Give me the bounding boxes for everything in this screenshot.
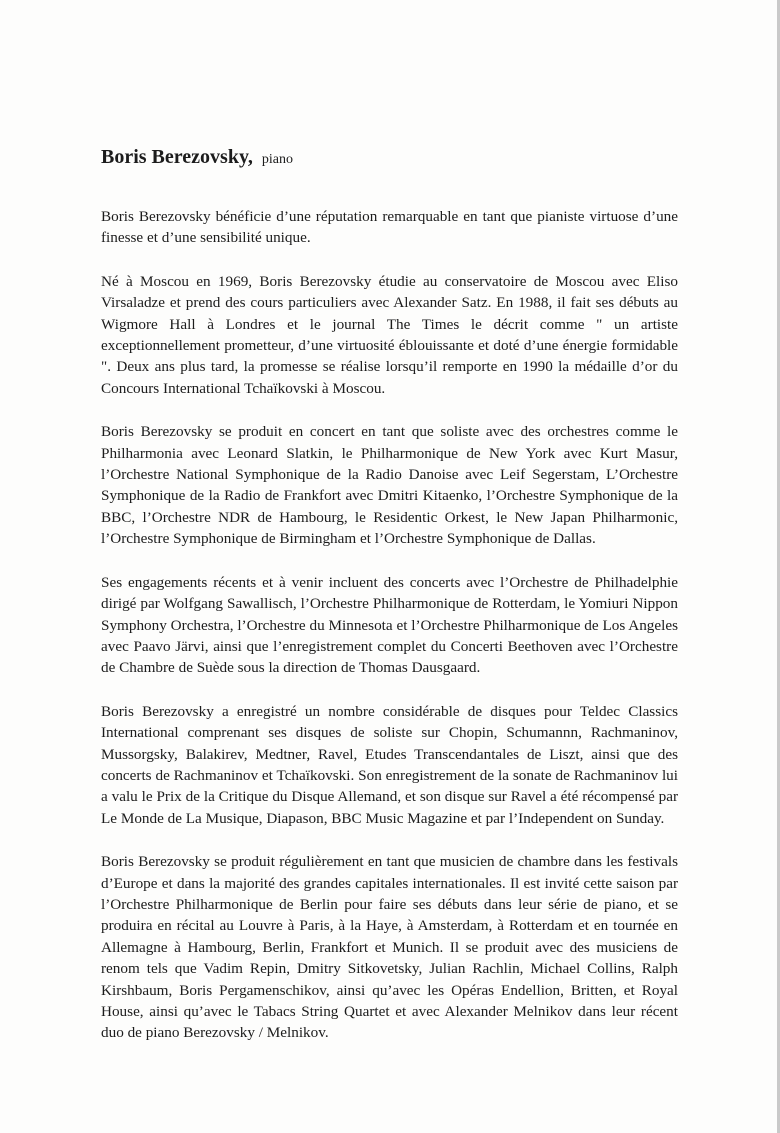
paragraph-early-career: Né à Moscou en 1969, Boris Berezovsky étudie au conservatoire de Moscou avec Eliso Virsaladze et prend des cours particuliers avec Alexander Satz. En 1988, il fait ses débuts au Wigmore Hall à Londres et le journal The Times le décrit comme " un artiste exceptionnellement prometteur, d’une virtuosité éblouissante et doté d’une énergie formidable ". Deux ans plus tard, la promesse se réalise lorsqu’il remporte en 1990 la médaille d’or du Concours International Tchaïkovski à Moscou. — [101, 272, 678, 397]
artist-instrument: piano — [261, 152, 293, 167]
page-heading — [101, 144, 293, 173]
paragraph-recordings: Boris Berezovsky a enregistré un nombre considérable de disques pour Teldec Classics International comprenant ses disques de soliste sur Chopin, Schumannn, Rachmaninov, Mussorgsky, Balakirev, Medtner, Ravel, Etudes Transcendantales de Liszt, ainsi que des concerts de Rachmaninov et Tchaïkovski. Son enregistrement de la sonate de Rachmaninov lui a valu le Prix de la Critique du Disque Allemand, et son disque sur Ravel a été récompensé par Le Monde de La Musique, Diapason, BBC Music Magazine et par l’Independent on Sunday. — [101, 702, 678, 827]
paragraph-engagements: Ses engagements récents et à venir incluent des concerts avec l’Orchestre de Philhadelphie dirigé par Wolfgang Sawallisch, l’Orchestre Philharmonique de Rotterdam, le Yomiuri Nippon Symphony Orchestra, l’Orchestre du Minnesota et l’Orchestre Philharmonique de Los Angeles avec Paavo Järvi, ainsi que l’enregistrement complet du Concerti Beethoven avec l’Orchestre de Chambre de Suède sous la direction de Thomas Dausgaard. — [101, 573, 678, 677]
paragraph-orchestras: Boris Berezovsky se produit en concert en tant que soliste avec des orchestres comme le Philharmonia avec Leonard Slatkin, le Philharmonique de New York avec Kurt Masur, l’Orchestre National Symphonique de la Radio Danoise avec Leif Segerstam, L’Orchestre Symphonique de la Radio de Frankfort avec Dmitri Kitaenko, l’Orchestre Symphonique de la BBC, l’Orchestre NDR de Hambourg, le Residentic Orkest, le New Japan Philharmonic, l’Orchestre Symphonique de Birmingham et l’Orchestre Symphonique de Dallas. — [101, 423, 678, 548]
biography-text — [101, 206, 678, 1066]
paragraph-chamber-music: Boris Berezovsky se produit régulièrement en tant que musicien de chambre dans les festivals d’Europe et dans la majorité des grandes capitales internationales. Il est invité cette saison par l’Orchestre Philharmonique de Berlin pour faire ses débuts dans leur série de piano, et se produira en récital au Louvre à Paris, à la Haye, à Amsterdam, à Rotterdam et en tournée en Allemagne à Hambourg, Berlin, Frankfort et Munich. Il se produit avec des musiciens de renom tels que Vadim Repin, Dmitry Sitkovetsky, Julian Rachlin, Michael Collins, Ralph Kirshbaum, Boris Pergamenschikov, ainsi qu’avec les Opéras Endellion, Britten, et Royal House, ainsi qu’avec le Tabacs String Quartet et avec Alexander Melnikov dans leur récent duo de piano Berezovsky / Melnikov. — [101, 853, 678, 1042]
artist-name: Boris Berezovsky, — [101, 146, 253, 168]
paragraph-intro: Boris Berezovsky bénéficie d’une réputation remarquable en tant que pianiste virtuose d’une finesse et d’une sensibilité unique. — [101, 208, 678, 247]
